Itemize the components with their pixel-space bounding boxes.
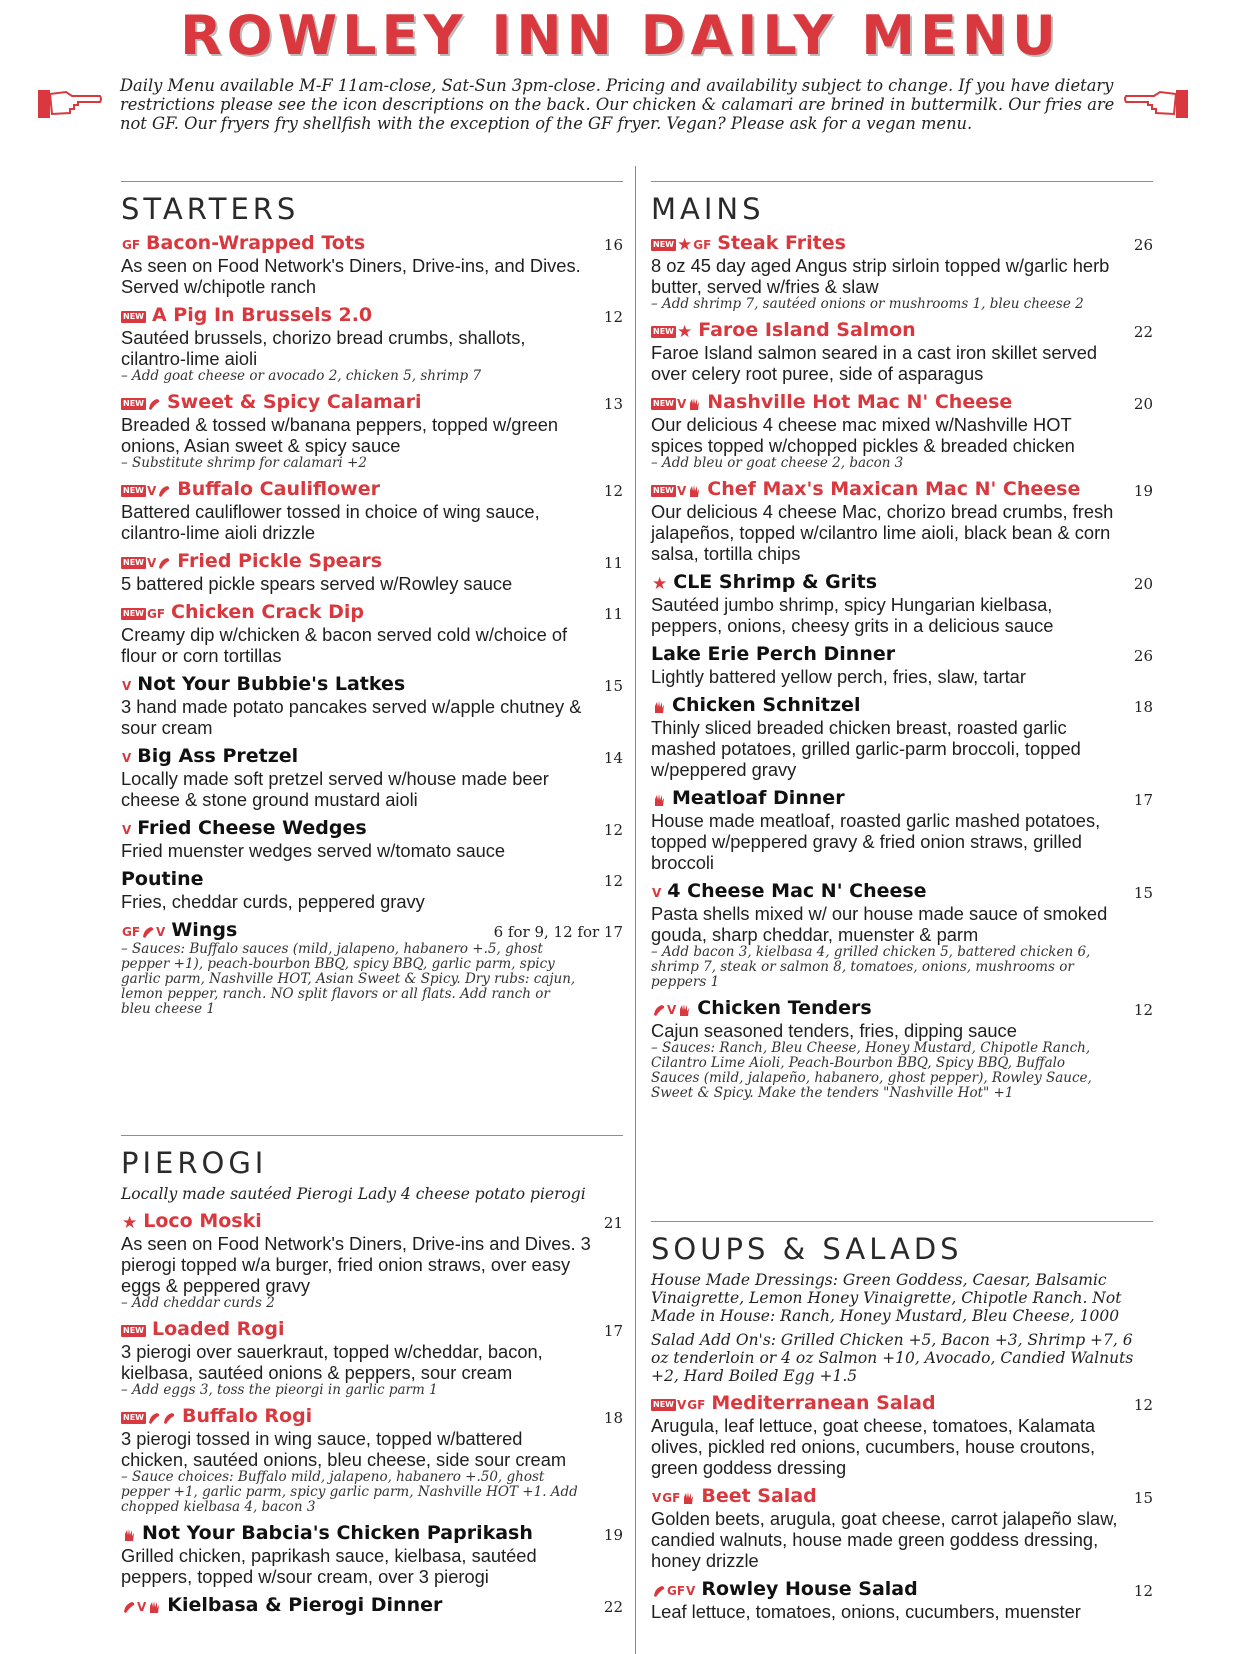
menu-item-description: Lightly battered yellow perch, fries, slaw, tartar [651, 666, 1026, 687]
menu-item-header [121, 672, 623, 696]
menu-item-header [121, 918, 623, 942]
menu-item-price: 16 [603, 236, 623, 254]
menu-item-description: 3 pierogi tossed in wing sauce, topped w/battered chicken, sautéed onions, bleu cheese, side sour cream [121, 1428, 567, 1470]
menu-item-price: 17 [603, 1322, 623, 1340]
menu-item-price: 12 [603, 872, 623, 890]
hand-icon [147, 1600, 161, 1614]
vegetarian-icon: V [122, 822, 132, 837]
chili-pepper-icon [147, 1411, 161, 1425]
menu-item-name: Buffalo Cauliflower [177, 478, 380, 500]
menu-item-name: Fried Pickle Spears [177, 550, 383, 572]
menu-item-note: – Substitute shrimp for calamari +2 [121, 455, 367, 471]
menu-item-description: Faroe Island salmon seared in a cast iron skillet served over celery root puree, side of asparagus [651, 342, 1098, 384]
dietary-tags [121, 1406, 176, 1430]
starters-section [121, 181, 623, 1017]
menu-item-name: Chef Max's Maxican Mac N' Cheese [707, 478, 1081, 500]
section-rule [121, 1135, 623, 1136]
menu-item-price: 13 [603, 395, 623, 413]
dietary-tags [121, 478, 171, 503]
star-icon: ★ [122, 1212, 138, 1233]
section-title: SOUPS & SALADS [651, 1232, 963, 1266]
menu-item-note: – Sauces: Buffalo sauces (mild, jalapeno, habanero +.5, ghost pepper +1), peach-bourbon BBQ, spicy BBQ, garlic parm, spicy garlic parm, Nashville HOT, Asian Sweet & Spicy. Dry rubs: cajun, lemon pepper, ranch. NO split flavors or all flats. Add ranch or bleu cheese 1 [121, 941, 576, 1017]
menu-item-price: 20 [1133, 575, 1153, 593]
menu-item-description: 3 pierogi over sauerkraut, topped w/cheddar, bacon, kielbasa, sautéed onions & peppers, sour cream [121, 1341, 543, 1383]
menu-item-header [121, 867, 623, 891]
hand-icon [687, 397, 701, 411]
menu-item-description: As seen on Food Network's Diners, Drive-ins, and Dives. Served w/chipotle ranch [121, 255, 581, 297]
menu-item [651, 1484, 1153, 1571]
dietary-tags [651, 1392, 705, 1417]
dietary-tags [121, 1594, 161, 1619]
star-icon: ★ [652, 573, 668, 594]
menu-item-price: 21 [603, 1214, 623, 1232]
mains-section [651, 181, 1153, 1101]
menu-item-name: Sweet & Spicy Calamari [166, 391, 422, 413]
menu-item-name: Poutine [121, 868, 204, 890]
gluten-free-icon: GF [667, 1583, 686, 1598]
section-rule [121, 181, 623, 182]
menu-item-note: – Add shrimp 7, sautéed onions or mushrooms 1, bleu cheese 2 [651, 296, 1084, 312]
menu-item [651, 786, 1153, 873]
menu-item-header [651, 1391, 1153, 1415]
menu-item-price: 15 [603, 677, 623, 695]
chili-pepper-icon [652, 1003, 666, 1017]
dietary-tags [121, 1319, 146, 1343]
dietary-tags [651, 1578, 695, 1603]
vegetarian-icon: V [686, 1583, 696, 1598]
vegetarian-icon: V [122, 750, 132, 765]
new-badge: NEW [653, 485, 674, 495]
menu-item-header [651, 318, 1153, 342]
dietary-tags [651, 788, 666, 812]
pointing-hand-left-icon [1124, 86, 1188, 120]
menu-item [651, 477, 1153, 564]
menu-item [651, 570, 1153, 636]
menu-item-header [121, 816, 623, 840]
menu-item-header [121, 1521, 623, 1545]
menu-item-note: – Add eggs 3, toss the pieorgi in garlic parm 1 [121, 1382, 438, 1398]
vegetarian-icon: V [156, 924, 166, 939]
chili-pepper-icon [652, 1584, 666, 1598]
vegetarian-icon: V [146, 483, 157, 498]
menu-item-description: As seen on Food Network's Diners, Drive-ins and Dives. 3 pierogi topped w/a burger, fried onion straws, over easy eggs & peppered gravy [121, 1233, 591, 1296]
menu-item-name: Fried Cheese Wedges [137, 817, 367, 839]
new-badge: NEW [123, 608, 144, 618]
vegetarian-icon: V [652, 885, 662, 900]
menu-intro: Daily Menu available M-F 11am-close, Sat-Sun 3pm-close. Pricing and availability subject to change. If you have dietary restrictions please see the icon descriptions on the back. Our chicken & calamari are brined in buttermilk. Our fries are not GF. Our fryers fry shellfish with the exception of the GF fryer. Vegan? Please ask for a vegan menu. [120, 76, 1115, 133]
dietary-tags [651, 319, 692, 344]
menu-item-header [651, 1577, 1153, 1601]
menu-item [121, 549, 623, 594]
menu-item-description: 3 hand made potato pancakes served w/apple chutney & sour cream [121, 696, 582, 738]
menu-item [651, 1391, 1153, 1478]
menu-item [121, 477, 623, 543]
menu-item-header [651, 390, 1153, 414]
dressings-note: House Made Dressings: Green Goddess, Caesar, Balsamic Vinaigrette, Lemon Honey Vinaigrette, Chipotle Ranch. Not Made in House: Ranch, Honey Mustard, Bleu Cheese, 1000 [651, 1271, 1122, 1325]
menu-item-header [651, 477, 1153, 501]
menu-item [121, 918, 623, 1017]
menu-item-description: House made meatloaf, roasted garlic mashed potatoes, topped w/peppered gravy & fried onion straws, grilled broccoli [651, 810, 1101, 873]
menu-item-name: Loaded Rogi [151, 1318, 285, 1340]
dietary-tags [651, 232, 711, 257]
menu-item-description: 8 oz 45 day aged Angus strip sirloin topped w/garlic herb butter, served w/fries & slaw [651, 255, 1110, 297]
dietary-tags [651, 391, 701, 416]
menu-item [121, 1521, 623, 1587]
hand-icon [652, 700, 666, 714]
menu-item-price: 6 for 9, 12 for 17 [493, 923, 623, 941]
menu-item-name: Faroe Island Salmon [698, 319, 916, 341]
menu-item [121, 390, 623, 471]
vegetarian-icon: V [676, 1397, 687, 1412]
hand-icon [122, 1528, 136, 1542]
dietary-tags [651, 880, 661, 905]
gluten-free-icon: GF [693, 237, 712, 252]
gluten-free-icon: GF [662, 1490, 681, 1505]
menu-item-name: Buffalo Rogi [181, 1405, 313, 1427]
page-title: ROWLEY INN DAILY MENU [180, 4, 1061, 67]
dietary-tags [121, 550, 171, 575]
menu-item-price: 19 [1133, 482, 1153, 500]
chili-pepper-icon [157, 556, 171, 570]
menu-item-header [651, 786, 1153, 810]
dietary-tags [121, 673, 131, 698]
menu-item-price: 17 [1133, 791, 1153, 809]
chili-pepper-icon [157, 484, 171, 498]
menu-item-price: 15 [1133, 884, 1153, 902]
vegetarian-icon: V [676, 396, 687, 411]
menu-item [651, 996, 1153, 1101]
addons-note: Salad Add On's: Grilled Chicken +5, Bacon +3, Shrimp +7, 6 oz tenderloin or 4 oz Salmon +10, Avocado, Candied Walnuts +2, Hard Boiled Egg +1.5 [651, 1331, 1134, 1385]
menu-item-price: 12 [1133, 1001, 1153, 1019]
menu-item [121, 867, 623, 912]
dietary-tags [651, 695, 666, 719]
dietary-tags [121, 745, 131, 770]
menu-item-price: 12 [1133, 1582, 1153, 1600]
menu-item [121, 816, 623, 861]
menu-item-header [121, 744, 623, 768]
gluten-free-icon: GF [122, 237, 141, 252]
menu-item-description: Sautéed brussels, chorizo bread crumbs, shallots, cilantro-lime aioli [121, 327, 526, 369]
menu-item-header [651, 231, 1153, 255]
section-title: STARTERS [121, 192, 300, 226]
dietary-tags [651, 478, 701, 503]
menu-item [121, 231, 623, 297]
vegetarian-icon: V [676, 483, 687, 498]
menu-item-header [651, 642, 1153, 666]
dietary-tags [651, 571, 667, 596]
menu-item-description: Fries, cheddar curds, peppered gravy [121, 891, 425, 912]
menu-item-header [121, 1593, 623, 1617]
chili-pepper-icon [162, 1411, 176, 1425]
menu-item [121, 303, 623, 384]
menu-item [651, 318, 1153, 384]
menu-item-description: Our delicious 4 cheese mac mixed w/Nashville HOT spices topped w/chopped pickles & breaded chicken [651, 414, 1075, 456]
menu-item-name: Bacon-Wrapped Tots [146, 232, 366, 254]
vegetarian-icon: V [146, 555, 157, 570]
menu-item-price: 11 [603, 554, 623, 572]
menu-item-header [651, 879, 1153, 903]
menu-item-name: Chicken Tenders [697, 997, 872, 1019]
menu-item [121, 1404, 623, 1515]
dietary-tags [121, 1523, 136, 1547]
pierogi-list [121, 1209, 623, 1617]
menu-item-note: – Sauce choices: Buffalo mild, jalapeno, habanero +.50, ghost pepper +1, garlic parm, spicy garlic parm, Nashville HOT +1. Add chopped kielbasa 4, bacon 3 [121, 1469, 578, 1515]
star-icon: ★ [676, 321, 693, 342]
new-badge: NEW [123, 399, 144, 408]
menu-item-name: Loco Moski [143, 1210, 262, 1232]
dietary-tags [651, 997, 691, 1022]
menu-item-name: Kielbasa & Pierogi Dinner [167, 1594, 443, 1616]
menu-item [121, 1317, 623, 1398]
menu-item-name: Not Your Bubbie's Latkes [137, 673, 406, 695]
menu-item-price: 20 [1133, 395, 1153, 413]
menu-item-note: – Add bacon 3, kielbasa 4, grilled chicken 5, battered chicken 6, shrimp 7, steak or salmon 8, tomatoes, onions, mushrooms or peppers 1 [651, 944, 1091, 990]
dietary-tags [121, 1210, 137, 1235]
menu-item-description: Leaf lettuce, tomatoes, onions, cucumbers, muenster [651, 1601, 1081, 1622]
new-badge: NEW [653, 398, 674, 408]
new-badge: NEW [123, 557, 144, 567]
menu-item-header [121, 1404, 623, 1428]
hand-icon [681, 1491, 695, 1505]
menu-item-description: Creamy dip w/chicken & bacon served cold w/choice of flour or corn tortillas [121, 624, 568, 666]
menu-item-name: Rowley House Salad [701, 1578, 918, 1600]
mains-list [651, 231, 1153, 1101]
menu-item-name: 4 Cheese Mac N' Cheese [667, 880, 927, 902]
menu-item-header [121, 1209, 623, 1233]
menu-item-description: Pasta shells mixed w/ our house made sauce of smoked gouda, sharp cheddar, muenster & parm [651, 903, 1108, 945]
menu-item-header [121, 1317, 623, 1341]
menu-item-description: Our delicious 4 cheese Mac, chorizo bread crumbs, fresh jalapeños, topped w/cilantro lime aioli, black bean & corn salsa, tortilla chips [651, 501, 1114, 564]
menu-item-header [651, 570, 1153, 594]
menu-item-price: 11 [603, 605, 623, 623]
menu-item-description: Grilled chicken, paprikash sauce, kielbasa, sautéed peppers, topped w/sour cream, over 3 pierogi [121, 1545, 537, 1587]
menu-item-note: – Add bleu or goat cheese 2, bacon 3 [651, 455, 904, 471]
new-badge: NEW [123, 312, 144, 321]
menu-item-description: Locally made soft pretzel served w/house made beer cheese & stone ground mustard aioli [121, 768, 549, 810]
hand-icon [687, 484, 701, 498]
menu-item-price: 22 [603, 1598, 623, 1616]
menu-item-note: – Sauces: Ranch, Bleu Cheese, Honey Mustard, Chipotle Ranch, Cilantro Lime Aioli, Peach-Bourbon BBQ, Spicy BBQ, Buffalo Sauces (mild, jalapeño, habanero, ghost pepper), Rowley Sauce, Sweet & Spicy. Make the tenders "Nashville Hot" +1 [651, 1040, 1092, 1101]
menu-item-name: Big Ass Pretzel [137, 745, 299, 767]
menu-item-price: 12 [1133, 1396, 1153, 1414]
menu-item-note: – Add goat cheese or avocado 2, chicken 5, shrimp 7 [121, 368, 482, 384]
gluten-free-icon: GF [122, 924, 141, 939]
gluten-free-icon: GF [687, 1397, 706, 1412]
menu-item-header [651, 693, 1153, 717]
menu-item-header [121, 549, 623, 573]
menu-item-description: 5 battered pickle spears served w/Rowley sauce [121, 573, 513, 594]
menu-item-price: 22 [1133, 323, 1153, 341]
menu-item [121, 1593, 623, 1617]
menu-item-name: Beet Salad [701, 1485, 817, 1507]
new-badge: NEW [653, 1399, 674, 1409]
new-badge: NEW [123, 1326, 144, 1335]
menu-item-header [121, 231, 623, 255]
menu-item-description: Breaded & tossed w/banana peppers, topped w/green onions, Asian sweet & spicy sauce [121, 414, 559, 456]
menu-item-header [121, 390, 623, 414]
dietary-tags [651, 1485, 695, 1510]
gluten-free-icon: GF [146, 606, 166, 621]
menu-item-description: Arugula, leaf lettuce, goat cheese, tomatoes, Kalamata olives, pickled red onions, cucumbers, house croutons, green goddess dressing [651, 1415, 1096, 1478]
menu-item [651, 1577, 1153, 1622]
new-badge: NEW [653, 239, 674, 249]
soups-salads-section [651, 1221, 1153, 1622]
column-divider [635, 166, 636, 1654]
menu-item-header [121, 600, 623, 624]
menu-item [651, 642, 1153, 687]
menu-item-header [121, 303, 623, 327]
new-badge: NEW [123, 1413, 144, 1422]
menu-item-description: Thinly sliced breaded chicken breast, roasted garlic mashed potatoes, grilled garlic-parm broccoli, topped w/peppered gravy [651, 717, 1081, 780]
menu-item-description: Sautéed jumbo shrimp, spicy Hungarian kielbasa, peppers, onions, cheesy grits in a delicious sauce [651, 594, 1054, 636]
menu-item-name: Steak Frites [717, 232, 846, 254]
pointing-hand-right-icon [38, 86, 102, 120]
hand-icon [677, 1003, 691, 1017]
section-title: PIEROGI [121, 1146, 268, 1180]
menu-item-description: Cajun seasoned tenders, fries, dipping sauce [651, 1020, 1017, 1041]
dietary-tags [121, 817, 131, 842]
menu-item-name: Chicken Schnitzel [672, 694, 861, 716]
dietary-tags [121, 601, 165, 626]
new-badge: NEW [653, 326, 674, 336]
dietary-tags [121, 392, 161, 416]
menu-item-price: 19 [603, 1526, 623, 1544]
menu-item-name: A Pig In Brussels 2.0 [151, 304, 373, 326]
menu-item-price: 15 [1133, 1489, 1153, 1507]
menu-item [121, 744, 623, 810]
menu-item-price: 12 [603, 308, 623, 326]
section-title: MAINS [651, 192, 765, 226]
vegetarian-icon: V [667, 1002, 677, 1017]
menu-item-description: Fried muenster wedges served w/tomato sauce [121, 840, 506, 861]
menu-item-price: 12 [603, 821, 623, 839]
menu-item-name: Not Your Babcia's Chicken Paprikash [142, 1522, 533, 1544]
menu-item-price: 26 [1133, 236, 1153, 254]
chili-pepper-icon [141, 925, 155, 939]
soups-list [651, 1391, 1153, 1622]
menu-item [651, 879, 1153, 990]
menu-item-header [651, 996, 1153, 1020]
hand-icon [652, 793, 666, 807]
starters-list [121, 231, 623, 1017]
star-icon: ★ [676, 234, 693, 255]
menu-item-price: 18 [603, 1409, 623, 1427]
menu-item-name: Wings [171, 919, 238, 941]
menu-item [121, 1209, 623, 1311]
vegetarian-icon: V [137, 1599, 147, 1614]
menu-item-header [651, 1484, 1153, 1508]
menu-item-price: 14 [603, 749, 623, 767]
dietary-tags [121, 305, 146, 329]
menu-item-name: Nashville Hot Mac N' Cheese [707, 391, 1013, 413]
dietary-tags [121, 919, 165, 944]
menu-item-name: Chicken Crack Dip [171, 601, 364, 623]
menu-item-header [121, 477, 623, 501]
menu-item-price: 18 [1133, 698, 1153, 716]
vegetarian-icon: V [652, 1490, 662, 1505]
menu-item-description: Battered cauliflower tossed in choice of wing sauce, cilantro-lime aioli drizzle [121, 501, 540, 543]
menu-item [651, 231, 1153, 312]
menu-item-price: 12 [603, 482, 623, 500]
menu-item-name: Meatloaf Dinner [672, 787, 845, 809]
section-rule [651, 181, 1153, 182]
chili-pepper-icon [122, 1600, 136, 1614]
chili-pepper-icon [147, 397, 161, 411]
menu-item [121, 600, 623, 666]
new-badge: NEW [123, 485, 144, 495]
menu-item [651, 390, 1153, 471]
pierogi-section [121, 1135, 623, 1617]
menu-item-name: Lake Erie Perch Dinner [651, 643, 896, 665]
menu-item-name: Mediterranean Salad [711, 1392, 936, 1414]
pierogi-note: Locally made sautéed Pierogi Lady 4 cheese potato pierogi [121, 1185, 586, 1203]
vegetarian-icon: V [122, 678, 132, 693]
menu-item-description: Golden beets, arugula, goat cheese, carrot jalapeño slaw, candied walnuts, house made green goddess dressing, honey drizzle [651, 1508, 1118, 1571]
menu-item-price: 26 [1133, 647, 1153, 665]
menu-item-note: – Add cheddar curds 2 [121, 1295, 275, 1311]
section-rule [651, 1221, 1153, 1222]
menu-item-name: CLE Shrimp & Grits [673, 571, 878, 593]
dietary-tags [121, 232, 140, 257]
menu-item [651, 693, 1153, 780]
menu-item [121, 672, 623, 738]
